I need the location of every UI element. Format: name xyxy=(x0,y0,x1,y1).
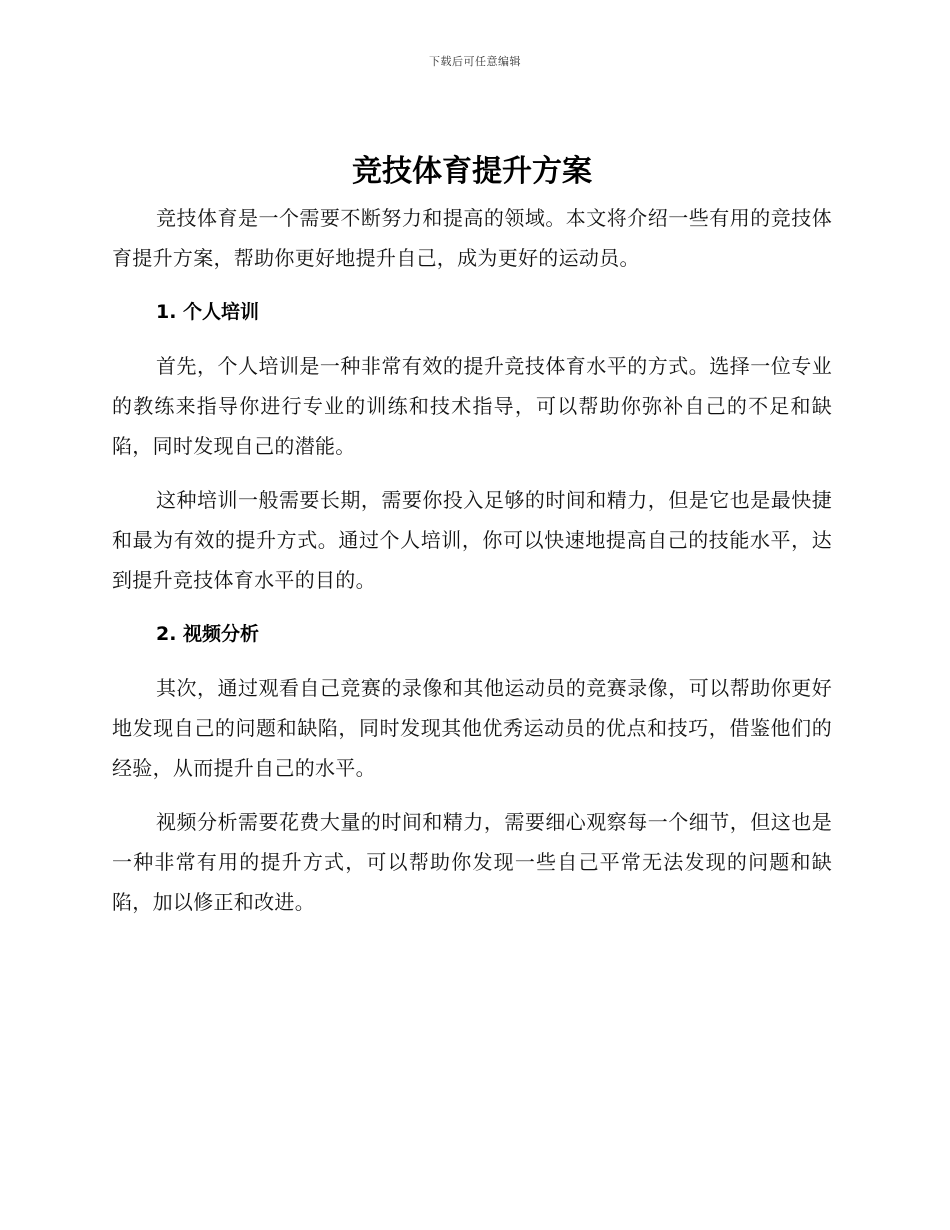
body-paragraph: 这种培训一般需要长期，需要你投入足够的时间和精力，但是它也是最快捷和最为有效的提升方式。通过个人培训，你可以快速地提高自己的技能水平，达到提升竞技体育水平的目的。 xyxy=(112,488,832,592)
header-note: 下载后可任意编辑 xyxy=(429,55,521,68)
intro-paragraph: 竞技体育是一个需要不断努力和提高的领域。本文将介绍一些有用的竞技体育提升方案，帮助你更好地提升自己，成为更好的运动员。 xyxy=(112,206,832,270)
body-paragraph: 其次，通过观看自己竞赛的录像和其他运动员的竞赛录像，可以帮助你更好地发现自己的问题和缺陷，同时发现其他优秀运动员的优点和技巧，借鉴他们的经验，从而提升自己的水平。 xyxy=(112,676,832,780)
body-paragraph: 首先，个人培训是一种非常有效的提升竞技体育水平的方式。选择一位专业的教练来指导你进行专业的训练和技术指导，可以帮助你弥补自己的不足和缺陷，同时发现自己的潜能。 xyxy=(112,354,832,458)
section-video-analysis xyxy=(112,614,832,922)
document-body xyxy=(112,148,832,936)
section-heading: 1. 个人培训 xyxy=(156,301,260,323)
body-paragraph: 视频分析需要花费大量的时间和精力，需要细心观察每一个细节，但这也是一种非常有用的提升方式，可以帮助你发现一些自己平常无法发现的问题和缺陷，加以修正和改进。 xyxy=(112,810,832,914)
section-heading: 2. 视频分析 xyxy=(156,623,260,645)
section-personal-training xyxy=(112,292,832,600)
document-title: 竞技体育提升方案 xyxy=(352,154,592,189)
